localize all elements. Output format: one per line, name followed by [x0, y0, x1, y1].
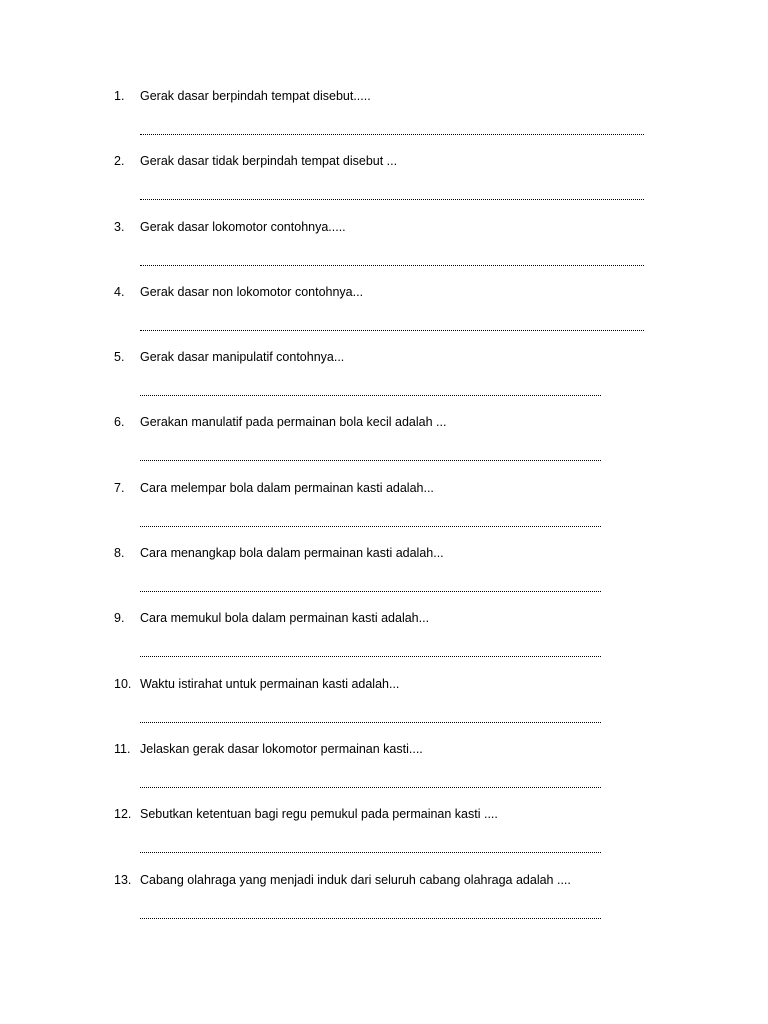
- question-number: 11.: [114, 741, 131, 756]
- question-number: 13.: [114, 872, 132, 887]
- question-item: [0, 870, 768, 935]
- question-line: [0, 151, 768, 171]
- question-item: [0, 674, 768, 739]
- question-number: 5.: [114, 350, 125, 365]
- question-line: [0, 282, 768, 302]
- question-item: [0, 217, 768, 282]
- question-line: [0, 412, 768, 432]
- question-text: Cabang olahraga yang menjadi induk dari seluruh cabang olahraga adalah ....: [140, 872, 571, 887]
- question-number: 1.: [114, 89, 125, 103]
- question-text: Gerak dasar lokomotor contohnya.....: [140, 219, 346, 234]
- question-line: [0, 347, 768, 367]
- question-number: 2.: [114, 154, 125, 169]
- question-text: Cara menangkap bola dalam permainan kasti adalah...: [140, 546, 444, 561]
- question-line: [0, 217, 768, 237]
- question-number: 12.: [114, 807, 132, 822]
- question-text: Cara memukul bola dalam permainan kasti adalah...: [140, 611, 430, 626]
- question-line: [0, 608, 768, 628]
- question-text: Cara melempar bola dalam permainan kasti adalah...: [140, 480, 434, 495]
- answer-line[interactable]: [140, 249, 644, 266]
- question-number: 6.: [114, 415, 125, 430]
- question-list: [0, 86, 768, 935]
- question-number: 9.: [114, 611, 125, 626]
- question-item: [0, 739, 768, 804]
- answer-line[interactable]: [140, 771, 601, 788]
- question-item: [0, 543, 768, 608]
- question-text: Sebutkan ketentuan bagi regu pemukul pada permainan kasti ....: [140, 807, 498, 822]
- answer-line[interactable]: [140, 706, 601, 723]
- question-number: 7.: [114, 480, 125, 495]
- question-item: [0, 151, 768, 216]
- question-text: Gerak dasar berpindah tempat disebut.....: [140, 89, 371, 103]
- question-text: Gerakan manulatif pada permainan bola kecil adalah ...: [140, 415, 447, 430]
- question-item: [0, 608, 768, 673]
- question-item: [0, 804, 768, 869]
- question-text: Gerak dasar manipulatif contohnya...: [140, 350, 345, 365]
- question-line: [0, 543, 768, 563]
- question-number: 4.: [114, 284, 125, 299]
- question-text: Jelaskan gerak dasar lokomotor permainan kasti....: [140, 741, 423, 756]
- answer-line[interactable]: [140, 836, 601, 853]
- question-line: [0, 804, 768, 824]
- answer-line[interactable]: [140, 183, 644, 200]
- question-text: Gerak dasar non lokomotor contohnya...: [140, 284, 364, 299]
- question-text: Gerak dasar tidak berpindah tempat disebut ...: [140, 154, 398, 169]
- question-number: 8.: [114, 546, 125, 561]
- answer-line[interactable]: [140, 575, 601, 592]
- question-number: 10.: [114, 676, 132, 691]
- question-line: [0, 870, 768, 890]
- question-item: [0, 86, 768, 151]
- answer-line[interactable]: [140, 510, 601, 527]
- question-line: [0, 86, 768, 106]
- answer-line[interactable]: [140, 640, 601, 657]
- question-item: [0, 347, 768, 412]
- question-line: [0, 739, 768, 759]
- answer-line[interactable]: [140, 118, 644, 135]
- question-text: Waktu istirahat untuk permainan kasti adalah...: [140, 676, 400, 691]
- answer-line[interactable]: [140, 444, 601, 461]
- question-item: [0, 282, 768, 347]
- answer-line[interactable]: [140, 902, 601, 919]
- answer-line[interactable]: [140, 379, 601, 396]
- question-item: [0, 478, 768, 543]
- question-item: [0, 412, 768, 477]
- answer-line[interactable]: [140, 314, 644, 331]
- question-line: [0, 674, 768, 694]
- question-line: [0, 478, 768, 498]
- question-number: 3.: [114, 219, 125, 234]
